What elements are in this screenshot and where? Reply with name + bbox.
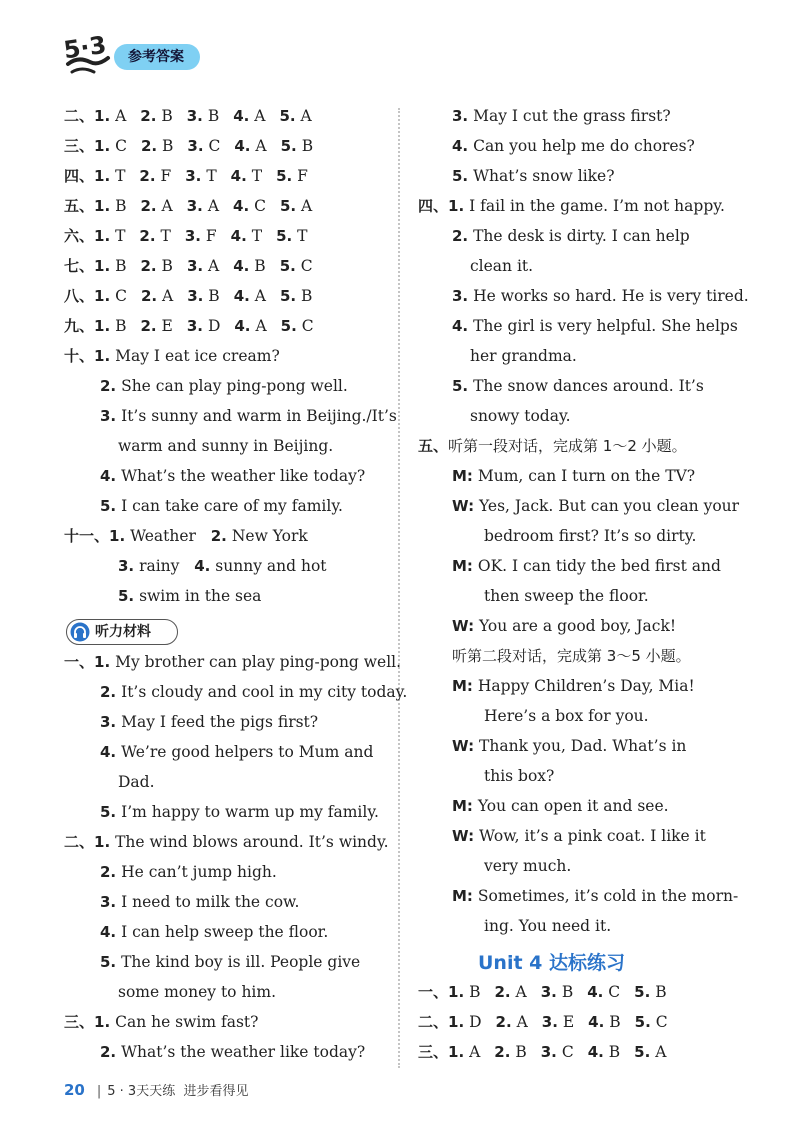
answer-letter: B bbox=[110, 257, 127, 275]
answer-letter: A bbox=[464, 1043, 481, 1061]
answer-letter: T bbox=[110, 227, 126, 245]
answer-item bbox=[276, 167, 308, 185]
dialog-text: Sometimes, it’s cold in the morn- bbox=[472, 887, 739, 905]
answer-item bbox=[542, 1013, 574, 1031]
dialog-line bbox=[452, 886, 738, 906]
answer-number: 2. bbox=[140, 317, 157, 335]
section-10-line-5: 5. I can take care of my family. bbox=[100, 497, 343, 515]
answer-letter: C bbox=[110, 287, 127, 305]
answer-letter: T bbox=[155, 227, 171, 245]
answer-number: 2. bbox=[140, 137, 158, 155]
answer-letter: E bbox=[156, 317, 173, 335]
answer-letter: C bbox=[650, 1013, 668, 1031]
series-name: 5 · 3天天练 bbox=[107, 1084, 176, 1099]
answer-item bbox=[280, 197, 312, 215]
answer-item bbox=[141, 137, 173, 155]
answer-number: 3. bbox=[186, 197, 203, 215]
answer-letter: A bbox=[511, 1013, 528, 1031]
answer-letter: C bbox=[203, 137, 221, 155]
answer-letter: A bbox=[295, 107, 312, 125]
answer-number: 5. bbox=[634, 1043, 651, 1061]
answer-item bbox=[634, 983, 666, 1001]
answer-item bbox=[587, 983, 620, 1001]
listening-4-line-3: 3. He works so hard. He is very tired. bbox=[452, 287, 749, 305]
answer-letter: E bbox=[557, 1013, 575, 1031]
answer-item bbox=[231, 227, 262, 245]
listening-2-line-3: 3. I need to milk the cow. bbox=[100, 893, 300, 911]
answer-letter: A bbox=[156, 197, 173, 215]
answer-letter: B bbox=[650, 983, 667, 1001]
answer-item bbox=[494, 1043, 526, 1061]
answer-number: 4. bbox=[233, 287, 250, 305]
answer-letter: T bbox=[110, 167, 126, 185]
speaker-label: M: bbox=[452, 557, 473, 575]
dialog-line bbox=[452, 676, 695, 696]
dialog-text: Wow, it’s a pink coat. I like it bbox=[474, 827, 706, 845]
listening-3-line-4: 4. Can you help me do chores? bbox=[452, 137, 695, 155]
answer-number: 3. bbox=[185, 167, 202, 185]
answer-item bbox=[281, 137, 313, 155]
answer-letter: C bbox=[110, 137, 127, 155]
answer-number: 1. bbox=[94, 107, 111, 125]
answer-number: 5. bbox=[280, 137, 297, 155]
answer-number: 2. bbox=[494, 1043, 511, 1061]
listening-3-line-2: 2. What’s the weather like today? bbox=[100, 1043, 366, 1061]
listening-5-intro-1: 五、听第一段对话，完成第 1～2 小题。 bbox=[418, 437, 687, 455]
answer-letter: C bbox=[295, 257, 313, 275]
answer-letter: A bbox=[110, 107, 127, 125]
answer-number: 3. bbox=[540, 983, 557, 1001]
section-10-line-3: 3. It’s sunny and warm in Beijing./It’s bbox=[100, 407, 397, 425]
answer-letter: A bbox=[249, 287, 266, 305]
dialog-line-cont: this box? bbox=[484, 767, 555, 785]
answer-number: 4. bbox=[234, 137, 251, 155]
brand-logo bbox=[62, 30, 122, 78]
answer-item bbox=[140, 197, 172, 215]
answer-number: 2. bbox=[139, 167, 156, 185]
listening-4-line-4-cont: her grandma. bbox=[470, 347, 577, 365]
answer-item bbox=[234, 317, 266, 335]
dialog-line bbox=[452, 616, 676, 636]
answer-item bbox=[94, 227, 125, 245]
answer-item bbox=[94, 197, 126, 215]
listening-1-line-2: 2. It’s cloudy and cool in my city today. bbox=[100, 683, 408, 701]
speaker-label: M: bbox=[452, 677, 473, 695]
answer-number: 3. bbox=[186, 317, 204, 335]
listening-1-line-1: 一、1. My brother can play ping-pong well. bbox=[64, 653, 402, 671]
answer-number: 4. bbox=[233, 107, 250, 125]
answer-number: 4. bbox=[588, 1013, 605, 1031]
answer-item bbox=[234, 287, 266, 305]
answer-item bbox=[231, 167, 262, 185]
answer-row-4: 四、1. T 2. F 3. T 4. T 5. F bbox=[64, 167, 308, 185]
answer-item bbox=[94, 317, 126, 335]
answer-key-badge: 参考答案 bbox=[114, 44, 200, 70]
speaker-label: W: bbox=[452, 497, 475, 515]
dialog-line-cont: ing. You need it. bbox=[484, 917, 612, 935]
answer-number: 1. bbox=[94, 197, 111, 215]
answer-item bbox=[233, 197, 266, 215]
answer-item bbox=[185, 227, 217, 245]
listening-4-line-4: 4. The girl is very helpful. She helps bbox=[452, 317, 738, 335]
footer-separator: | bbox=[96, 1084, 102, 1099]
answer-letter: A bbox=[203, 257, 220, 275]
answer-letter: B bbox=[604, 1013, 621, 1031]
answer-item bbox=[448, 983, 480, 1001]
listening-material-label: 听力材料 bbox=[95, 624, 151, 640]
section-11-line-1: 十一、1. Weather 2. New York bbox=[64, 527, 308, 545]
answer-letter: B bbox=[510, 1043, 527, 1061]
answer-letter: A bbox=[650, 1043, 667, 1061]
unit-4-title: Unit 4 达标练习 bbox=[478, 952, 625, 974]
answer-number: 1. bbox=[448, 1043, 465, 1061]
listening-4-line-5-cont: snowy today. bbox=[470, 407, 571, 425]
answer-number: 4. bbox=[587, 983, 604, 1001]
answer-number: 1. bbox=[94, 257, 111, 275]
answer-number: 2. bbox=[140, 287, 158, 305]
answer-number: 5. bbox=[276, 227, 293, 245]
speaker-label: M: bbox=[452, 467, 473, 485]
answer-letter: B bbox=[556, 983, 574, 1001]
answer-number: 2. bbox=[495, 1013, 512, 1031]
answer-letter: C bbox=[603, 983, 621, 1001]
dialog-text: Mum, can I turn on the TV? bbox=[472, 467, 696, 485]
listening-2-line-5-cont: some money to him. bbox=[118, 983, 277, 1001]
answer-row-7: 七、1. B 2. B 3. A 4. B 5. C bbox=[64, 257, 313, 275]
answer-item bbox=[541, 983, 573, 1001]
listening-material-badge bbox=[66, 619, 178, 645]
answer-row-8: 八、1. C 2. A 3. B 4. A 5. B bbox=[64, 287, 313, 305]
answer-item bbox=[279, 107, 311, 125]
answer-item bbox=[185, 167, 216, 185]
speaker-label: W: bbox=[452, 617, 475, 635]
answer-number: 4. bbox=[230, 227, 247, 245]
section-11-line-3: 5. swim in the sea bbox=[118, 587, 262, 605]
answer-row-3: 三、1. C 2. B 3. C 4. A 5. B bbox=[64, 137, 314, 155]
answer-letter: B bbox=[203, 287, 220, 305]
dialog-line bbox=[452, 736, 686, 756]
answer-number: 3. bbox=[541, 1013, 558, 1031]
answer-number: 5. bbox=[279, 107, 296, 125]
dialog-line-cont: Here’s a box for you. bbox=[484, 707, 649, 725]
answer-letter: C bbox=[296, 317, 314, 335]
answer-letter: B bbox=[603, 1043, 621, 1061]
answer-letter: D bbox=[464, 1013, 482, 1031]
answer-number: 3. bbox=[187, 287, 204, 305]
answer-item bbox=[276, 227, 307, 245]
answer-item bbox=[140, 257, 172, 275]
answer-letter: F bbox=[155, 167, 172, 185]
answer-letter: T bbox=[246, 227, 263, 245]
answer-item bbox=[94, 137, 127, 155]
listening-4-line-2-cont: clean it. bbox=[470, 257, 534, 275]
answer-item bbox=[94, 167, 125, 185]
answer-number: 3. bbox=[187, 137, 204, 155]
answer-number: 1. bbox=[94, 227, 111, 245]
answer-number: 1. bbox=[94, 137, 111, 155]
answer-row-2: 二、1. A 2. B 3. B 4. A 5. A bbox=[64, 107, 312, 125]
answer-item bbox=[635, 1013, 668, 1031]
answer-item bbox=[94, 287, 127, 305]
answer-letter: C bbox=[556, 1043, 574, 1061]
answer-item bbox=[233, 257, 265, 275]
listening-2-line-2: 2. He can’t jump high. bbox=[100, 863, 277, 881]
answer-item bbox=[280, 257, 313, 275]
dialog-line-cont: then sweep the floor. bbox=[484, 587, 649, 605]
listening-2-line-4: 4. I can help sweep the floor. bbox=[100, 923, 329, 941]
answer-item bbox=[588, 1013, 620, 1031]
answer-item bbox=[448, 1043, 480, 1061]
answer-item bbox=[94, 257, 126, 275]
answer-letter: T bbox=[246, 167, 263, 185]
answer-row-5: 五、1. B 2. A 3. A 4. C 5. A bbox=[64, 197, 313, 215]
answer-number: 1. bbox=[448, 983, 465, 1001]
dialog-text: OK. I can tidy the bed first and bbox=[472, 557, 721, 575]
listening-1-line-3: 3. May I feed the pigs first? bbox=[100, 713, 319, 731]
answer-item bbox=[588, 1043, 620, 1061]
dialog-line-cont: bedroom first? It’s so dirty. bbox=[484, 527, 697, 545]
answer-item bbox=[140, 107, 172, 125]
dialog-line bbox=[452, 496, 739, 516]
answer-item bbox=[187, 287, 219, 305]
speaker-label: M: bbox=[452, 887, 473, 905]
answer-number: 2. bbox=[140, 107, 157, 125]
dialog-text: Yes, Jack. But can you clean your bbox=[474, 497, 740, 515]
listening-1-line-4-cont: Dad. bbox=[118, 773, 155, 791]
answer-letter: A bbox=[249, 107, 266, 125]
answer-item bbox=[139, 167, 171, 185]
answer-item bbox=[187, 197, 219, 215]
answer-item bbox=[187, 107, 219, 125]
answer-item bbox=[233, 107, 265, 125]
dialog-text: Happy Children’s Day, Mia! bbox=[472, 677, 695, 695]
answer-item bbox=[187, 257, 219, 275]
answer-item bbox=[187, 317, 221, 335]
listening-1-line-4: 4. We’re good helpers to Mum and bbox=[100, 743, 374, 761]
answer-letter: B bbox=[110, 317, 127, 335]
answer-number: 2. bbox=[140, 257, 157, 275]
answer-number: 5. bbox=[279, 197, 297, 215]
unit-answer-row-3: 三、1. A 2. B 3. C 4. B 5. A bbox=[418, 1043, 667, 1061]
answer-number: 3. bbox=[184, 227, 201, 245]
answer-letter: F bbox=[200, 227, 217, 245]
section-10-line-2: 2. She can play ping-pong well. bbox=[100, 377, 348, 395]
answer-number: 5. bbox=[276, 167, 293, 185]
dialog-text: Thank you, Dad. What’s in bbox=[474, 737, 687, 755]
section-10-line-1: 十、1. May I eat ice cream? bbox=[64, 347, 280, 365]
answer-letter: D bbox=[203, 317, 221, 335]
dialog-line bbox=[452, 796, 669, 816]
answer-row-9: 九、1. B 2. E 3. D 4. A 5. C bbox=[64, 317, 314, 335]
answer-letter: B bbox=[296, 137, 314, 155]
dialog-text: You can open it and see. bbox=[472, 797, 669, 815]
answer-item bbox=[496, 1013, 528, 1031]
answer-letter: B bbox=[296, 287, 313, 305]
answer-number: 2. bbox=[139, 227, 156, 245]
section-10-line-3-cont: warm and sunny in Beijing. bbox=[118, 437, 334, 455]
answer-item bbox=[140, 317, 172, 335]
answer-number: 3. bbox=[186, 257, 204, 275]
answer-number: 5. bbox=[280, 317, 297, 335]
answer-letter: B bbox=[464, 983, 481, 1001]
answer-number: 5. bbox=[279, 287, 297, 305]
answer-number: 3. bbox=[540, 1043, 557, 1061]
dialog-line bbox=[452, 466, 695, 486]
listening-2-line-1: 二、1. The wind blows around. It’s windy. bbox=[64, 833, 389, 851]
listening-2-line-5: 5. The kind boy is ill. People give bbox=[100, 953, 361, 971]
answer-letter: T bbox=[201, 167, 217, 185]
answer-number: 5. bbox=[279, 257, 296, 275]
answer-letter: F bbox=[292, 167, 308, 185]
listening-4-line-1: 四、1. I fail in the game. I’m not happy. bbox=[418, 197, 725, 215]
answer-item bbox=[634, 1043, 666, 1061]
answer-letter: B bbox=[110, 197, 127, 215]
page-number: 20 bbox=[64, 1081, 85, 1099]
answer-letter: A bbox=[510, 983, 527, 1001]
listening-3-line-5: 5. What’s snow like? bbox=[452, 167, 615, 185]
answer-number: 4. bbox=[587, 1043, 604, 1061]
dialog-line bbox=[452, 556, 721, 576]
series-slogan: 进步看得见 bbox=[183, 1084, 249, 1099]
answer-letter: B bbox=[157, 137, 174, 155]
answer-letter: T bbox=[292, 227, 308, 245]
section-11-line-2: 3. rainy 4. sunny and hot bbox=[118, 557, 327, 575]
answer-letter: A bbox=[202, 197, 220, 215]
answer-letter: C bbox=[249, 197, 266, 215]
answer-number: 4. bbox=[230, 167, 247, 185]
answer-letter: A bbox=[250, 317, 267, 335]
answer-item bbox=[281, 317, 314, 335]
listening-3-line-1: 三、1. Can he swim fast? bbox=[64, 1013, 259, 1031]
headphones-icon bbox=[70, 622, 90, 642]
section-10-line-4: 4. What’s the weather like today? bbox=[100, 467, 366, 485]
answer-number: 2. bbox=[140, 197, 157, 215]
answer-item bbox=[494, 983, 526, 1001]
answer-row-6: 六、1. T 2. T 3. F 4. T 5. T bbox=[64, 227, 308, 245]
column-divider bbox=[398, 108, 400, 1068]
answer-item bbox=[94, 107, 126, 125]
speaker-label: M: bbox=[452, 797, 473, 815]
answer-number: 1. bbox=[94, 287, 111, 305]
page-header bbox=[62, 30, 262, 78]
speaker-label: W: bbox=[452, 827, 475, 845]
answer-item bbox=[280, 287, 312, 305]
answer-item bbox=[448, 1013, 482, 1031]
answer-number: 5. bbox=[634, 983, 651, 1001]
answer-number: 1. bbox=[94, 317, 111, 335]
answer-number: 4. bbox=[233, 257, 250, 275]
listening-1-line-5: 5. I’m happy to warm up my family. bbox=[100, 803, 379, 821]
answer-letter: A bbox=[250, 137, 267, 155]
answer-number: 1. bbox=[448, 1013, 465, 1031]
answer-item bbox=[187, 137, 220, 155]
page-footer bbox=[64, 1080, 249, 1099]
svg-text:5·3: 5·3 bbox=[62, 30, 108, 65]
answer-item bbox=[234, 137, 266, 155]
answer-letter: A bbox=[157, 287, 174, 305]
answer-letter: A bbox=[296, 197, 313, 215]
dialog-line bbox=[452, 826, 706, 846]
listening-4-line-2: 2. The desk is dirty. I can help bbox=[452, 227, 690, 245]
listening-5-intro-2: 听第二段对话，完成第 3～5 小题。 bbox=[452, 647, 691, 665]
dialog-line-cont: very much. bbox=[484, 857, 572, 875]
dialog-text: You are a good boy, Jack! bbox=[474, 617, 677, 635]
listening-4-line-5: 5. The snow dances around. It’s bbox=[452, 377, 704, 395]
answer-number: 1. bbox=[94, 167, 111, 185]
answer-number: 4. bbox=[233, 197, 250, 215]
answer-number: 5. bbox=[634, 1013, 651, 1031]
answer-letter: B bbox=[249, 257, 266, 275]
answer-number: 4. bbox=[234, 317, 251, 335]
answer-letter: B bbox=[156, 257, 173, 275]
answer-letter: B bbox=[202, 107, 220, 125]
answer-number: 3. bbox=[186, 107, 203, 125]
answer-item bbox=[141, 287, 173, 305]
speaker-label: W: bbox=[452, 737, 475, 755]
unit-answer-row-1: 一、1. B 2. A 3. B 4. C 5. B bbox=[418, 983, 667, 1001]
answer-letter: B bbox=[156, 107, 173, 125]
answer-number: 2. bbox=[494, 983, 511, 1001]
answer-item bbox=[139, 227, 170, 245]
listening-3-line-3: 3. May I cut the grass first? bbox=[452, 107, 671, 125]
unit-answer-row-2: 二、1. D 2. A 3. E 4. B 5. C bbox=[418, 1013, 668, 1031]
answer-item bbox=[541, 1043, 574, 1061]
